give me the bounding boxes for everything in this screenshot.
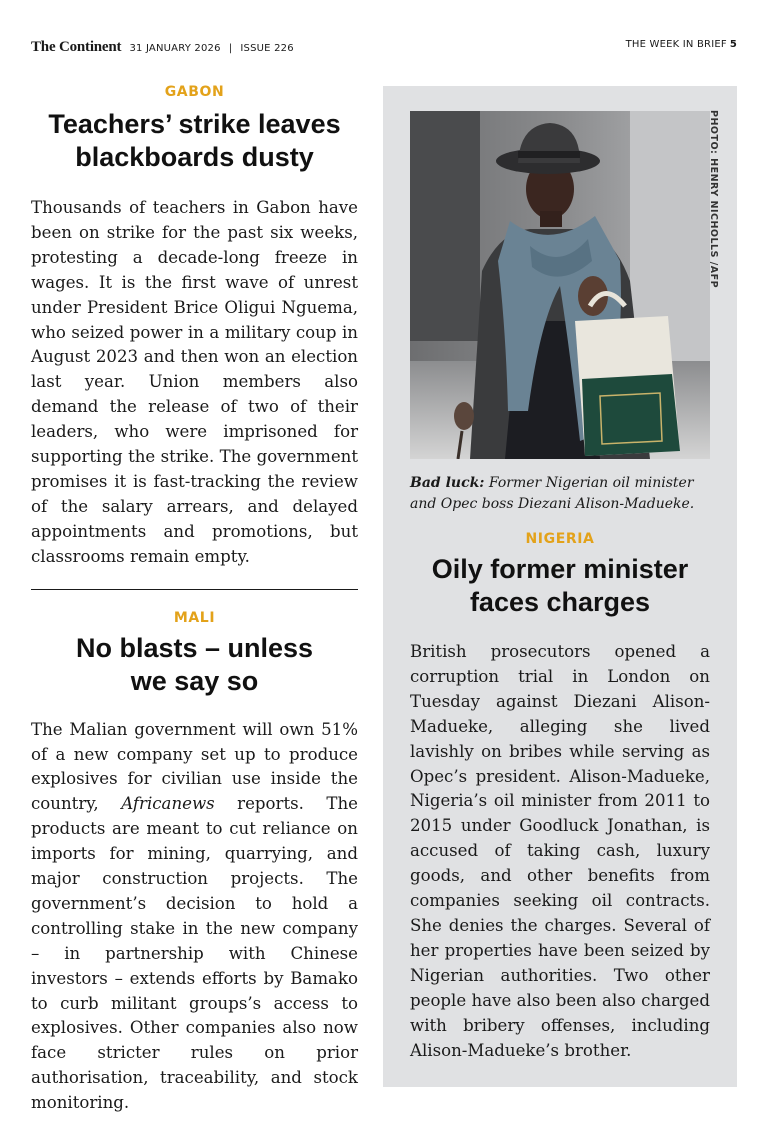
page-number: 5 [729, 39, 737, 50]
mali-body-source: Africanews [121, 794, 215, 814]
mali-headline [31, 632, 358, 698]
nigeria-panel [383, 86, 737, 1087]
gabon-headline-line2: blackboards dusty [75, 142, 314, 172]
caption-lead: Bad luck: [410, 475, 485, 491]
publication-name: The Continent [31, 39, 122, 55]
issue-date: 31 JANUARY 2026 [129, 43, 221, 54]
photo-credit-text: PHOTO: HENRY NICHOLLS /AFP [708, 110, 719, 289]
header-separator: | [228, 43, 233, 54]
woman-portrait-illustration [410, 111, 710, 459]
story-gabon [31, 84, 358, 570]
nigeria-kicker: NIGERIA [525, 531, 595, 547]
page-header [31, 36, 737, 54]
issue-number: ISSUE 226 [240, 43, 294, 54]
news-photo [410, 111, 710, 459]
gabon-headline [31, 108, 358, 174]
gabon-kicker: GABON [164, 84, 225, 100]
mali-headline-line2: we say so [130, 665, 259, 696]
nigeria-headline-line1: Oily former minister [431, 554, 689, 584]
masthead [31, 36, 294, 56]
section-name: THE WEEK IN BRIEF [625, 39, 727, 50]
left-column [31, 84, 358, 1116]
mali-body-part2: reports. The products are meant to cut reliance on imports for mining, quarrying, and major construction projects. The government’s decision to hold a controlling stake in the new company – in partnership with Chinese investors – extends efforts by Bamako to curb militant groups’s access to explosives. Other companies also now face stricter rules on prior authorisation, traceability, and stock monitoring. [31, 794, 358, 1113]
gabon-headline-line1: Teachers’ strike leaves [48, 109, 341, 139]
caption-text: Former Nigerian oil minister and Opec boss Diezani Alison-Madueke. [410, 475, 695, 512]
nigeria-headline [410, 553, 710, 619]
nigeria-headline-line2: faces charges [469, 587, 651, 617]
mali-kicker: MALI [173, 609, 216, 626]
story-nigeria [410, 531, 710, 1063]
story-mali [31, 610, 358, 1117]
nigeria-body: British prosecutors opened a corruption trial in London on Tuesday against Diezani Alison-Madueke, alleging she lived lavishly on bribes while serving as Opec’s president. Alison-Madueke, Nigeria’s oil minister from 2011 to 2015 under Goodluck Jonathan, is accused of taking cash, luxury goods, and other benefits from companies seeking oil contracts. She denies the charges. Several of her properties have been seized by Nigerian authorities. Two other people have also been also charged with bribery offenses, including Alison-Madueke’s brother. [410, 642, 710, 1060]
section-label [626, 39, 737, 50]
gabon-body: Thousands of teachers in Gabon have been on strike for the past six weeks, protesting a decade-long freeze in wages. It is the first wave of unrest under President Brice Oligui Nguema, who seized power in a military coup in August 2023 and then won an election last year. Union members also demand the release of two of their leaders, who were imprisoned for supporting the strike. The government promises it is fast-tracking the review of the salary arrears, and delayed appointments and promotions, but classrooms remain empty. [31, 198, 358, 566]
mali-headline-line1: No blasts – unless [75, 632, 314, 663]
mali-body-part1: The Malian government will own 51% of a new company set up to produce explosives for civilian use inside the country, [31, 719, 358, 814]
photo-credit [708, 110, 727, 350]
photo-caption [410, 473, 710, 515]
story-divider [31, 589, 358, 590]
mali-body [31, 718, 358, 1117]
